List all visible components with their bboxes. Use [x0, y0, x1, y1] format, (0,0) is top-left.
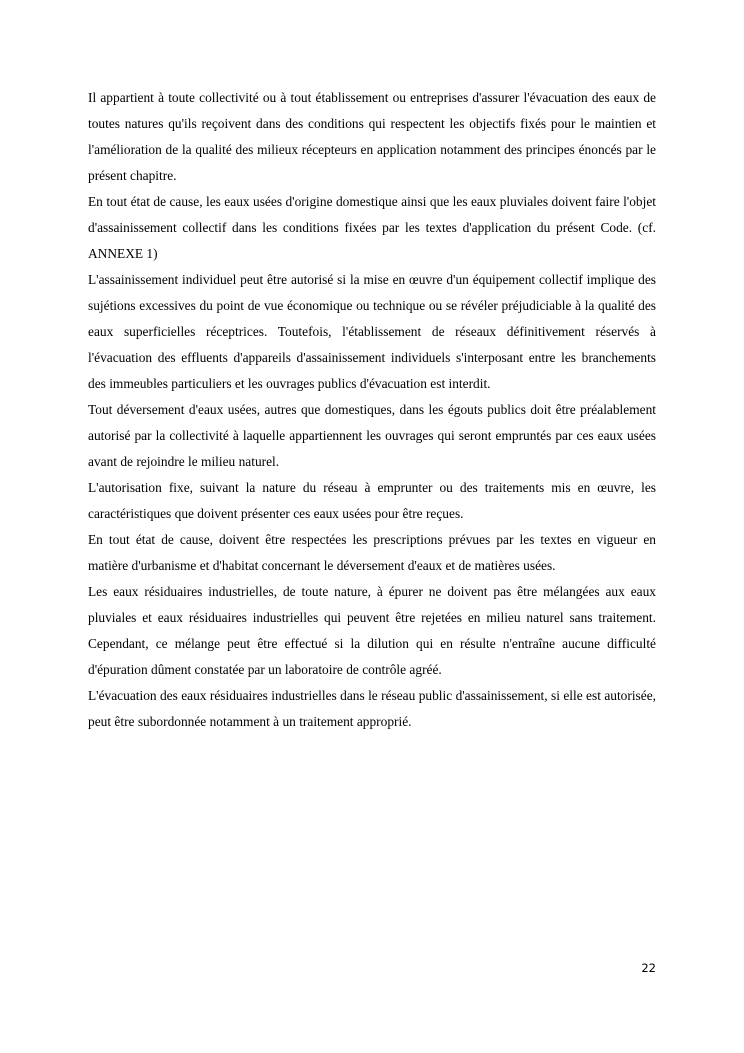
paragraph-urban-prescriptions: En tout état de cause, doivent être respectées les prescriptions prévues par les textes en vigueur en matière d'urbanisme et d'habitat concernant le déversement d'eaux et de matières usées. [88, 532, 656, 573]
paragraph-industrial-wastewater: Les eaux résiduaires industrielles, de toute nature, à épurer ne doivent pas être mélangées aux eaux pluviales et eaux résiduaires industrielles qui peuvent être rejetées en milieu naturel sans traitement. Cependant, ce mélange peut être effectué si la dilution qui en résulte n'entraîne aucune difficulté d'épuration dûment constatée par un laboratoire de contrôle agréé. [88, 584, 656, 677]
paragraph-collective-sanitation: En tout état de cause, les eaux usées d'origine domestique ainsi que les eaux pluviales doivent faire l'objet d'assainissement collectif dans les conditions fixées par les textes d'application du présent Code. (cf. ANNEXE 1) [88, 194, 656, 261]
document-body [88, 85, 656, 735]
page-number: 22 [641, 961, 656, 975]
paragraph-discharge-authorization: Tout déversement d'eaux usées, autres que domestiques, dans les égouts publics doit être préalablement autorisé par la collectivité à laquelle appartiennent les ouvrages qui seront empruntés par ces eaux usées avant de rejoindre le milieu naturel. [88, 402, 656, 469]
paragraph-industrial-evacuation: L'évacuation des eaux résiduaires industrielles dans le réseau public d'assainissement, si elle est autorisée, peut être subordonnée notamment à un traitement approprié. [88, 688, 656, 729]
paragraph-evacuation-obligation: Il appartient à toute collectivité ou à tout établissement ou entreprises d'assurer l'évacuation des eaux de toutes natures qu'ils reçoivent dans des conditions qui respectent les objectifs fixés pour le maintien et l'amélioration de la qualité des milieux récepteurs en application notamment des principes énoncés par le présent chapitre. [88, 90, 656, 183]
paragraph-authorization-characteristics: L'autorisation fixe, suivant la nature du réseau à emprunter ou des traitements mis en œuvre, les caractéristiques que doivent présenter ces eaux usées pour être reçues. [88, 480, 656, 521]
paragraph-individual-sanitation: L'assainissement individuel peut être autorisé si la mise en œuvre d'un équipement collectif implique des sujétions excessives du point de vue économique ou technique ou se révéler préjudiciable à la qualité des eaux superficielles réceptrices. Toutefois, l'établissement de réseaux définitivement réservés à l'évacuation des effluents d'appareils d'assainissement individuels s'interposant entre les branchements des immeubles particuliers et les ouvrages publics d'évacuation est interdit. [88, 272, 656, 391]
